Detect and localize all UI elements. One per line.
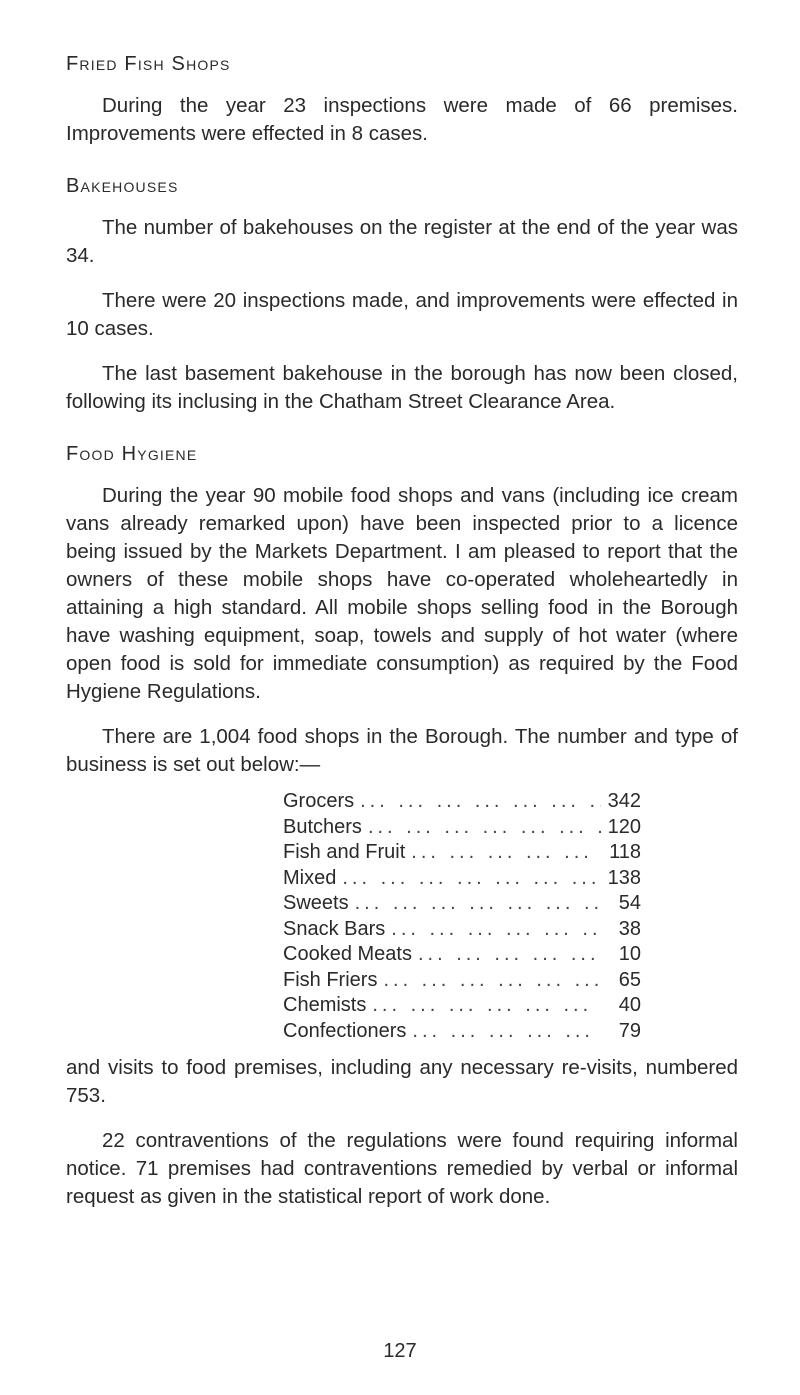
leader-dots: [405, 840, 601, 866]
table-row: [283, 866, 641, 892]
business-count: 54: [618, 892, 641, 914]
business-count: 65: [618, 968, 641, 991]
business-count: 342: [607, 790, 641, 812]
table-row: [283, 968, 641, 994]
business-count: 40: [618, 994, 641, 1016]
business-count: 120: [607, 815, 641, 838]
business-name: Fish Friers: [283, 968, 378, 991]
business-count: 38: [618, 917, 641, 940]
table-row: [283, 840, 641, 866]
business-count: 138: [607, 866, 641, 889]
table-row: [283, 917, 641, 943]
leader-dots: [362, 815, 601, 841]
leader-dots: [385, 917, 601, 943]
heading-fried-fish-shops: Fried Fish Shops: [66, 53, 231, 75]
business-name: Mixed: [283, 866, 337, 889]
table-row: [283, 942, 641, 968]
leader-dots: [406, 1019, 601, 1045]
paragraph-food-shops-count: There are 1,004 food shops in the Borough. The number and type of business is set out below:—: [66, 725, 738, 776]
leader-dots: [349, 891, 601, 917]
table-row: [283, 815, 641, 841]
paragraph-bakehouses-register: The number of bakehouses on the register at the end of the year was 34.: [66, 216, 738, 267]
business-name: Butchers: [283, 815, 362, 838]
page-number: 127: [383, 1340, 417, 1362]
business-name: Cooked Meats: [283, 943, 412, 965]
paragraph-mobile-food-shops: During the year 90 mobile food shops and vans (including ice cream vans already remarked upon) have been inspected prior to a licence being issued by the Markets Department. I am pleased to report that the owners of these mobile shops have co-operated wholeheartedly in attaining a high standard. All mobile shops selling food in the Borough have washing equipment, soap, towels and supply of hot water (where open food is sold for immediate consumption) as required by the Food Hygiene Regulations.: [66, 484, 738, 703]
paragraph-bakehouses-basement: The last basement bakehouse in the borough has now been closed, following its inclusing in the Chatham Street Clearance Area.: [66, 362, 738, 413]
business-name: Fish and Fruit: [283, 841, 406, 863]
paragraph-visits-total: and visits to food premises, including any necessary re-visits, numbered 753.: [66, 1056, 738, 1107]
paragraph-bakehouses-inspections: There were 20 inspections made, and improvements were effected in 10 cases.: [66, 289, 738, 340]
table-row: [283, 993, 641, 1019]
business-name: Chemists: [283, 994, 367, 1016]
document-page: [66, 52, 738, 1211]
table-row: [283, 789, 641, 815]
table-row: [283, 1019, 641, 1045]
business-name: Grocers: [283, 790, 355, 812]
leader-dots: [336, 866, 601, 892]
paragraph-fried-fish-inspections: During the year 23 inspections were made of 66 premises. Improvements were effected in 8 cases.: [66, 94, 738, 145]
heading-food-hygiene: Food Hygiene: [66, 443, 198, 465]
business-count: 118: [609, 841, 641, 863]
business-name: Confectioners: [283, 1019, 407, 1042]
leader-dots: [377, 968, 601, 994]
leader-dots: [366, 993, 601, 1019]
table-row: [283, 891, 641, 917]
business-count: 79: [618, 1019, 641, 1042]
business-name: Sweets: [283, 892, 349, 914]
business-type-table: [283, 789, 641, 1044]
leader-dots: [412, 942, 601, 968]
heading-bakehouses: Bakehouses: [66, 175, 179, 197]
business-count: 10: [618, 943, 641, 965]
leader-dots: [354, 789, 601, 815]
business-name: Snack Bars: [283, 917, 386, 940]
paragraph-contraventions: 22 contraventions of the regulations were found requiring informal notice. 71 premises had contraventions remedied by verbal or informal request as given in the statistical report of work done.: [66, 1129, 738, 1208]
